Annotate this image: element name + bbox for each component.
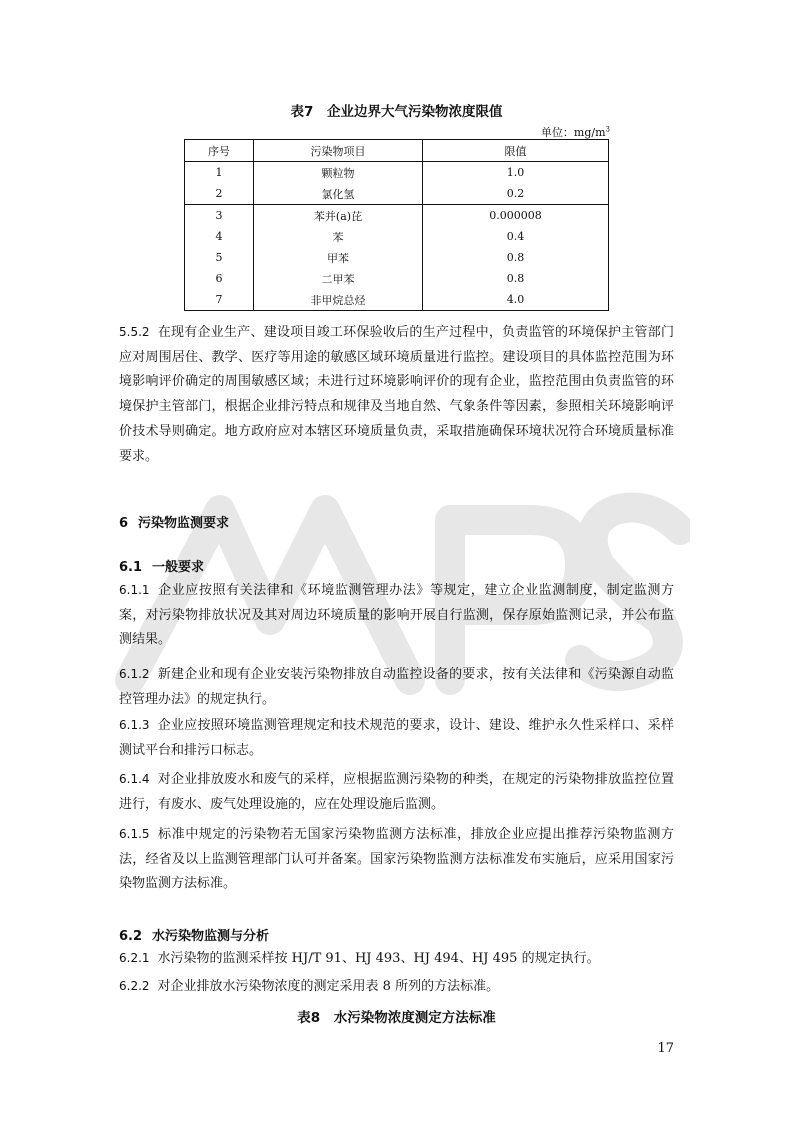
column-header-serial: 序号 bbox=[185, 140, 254, 162]
clause-number: 6.1.1 bbox=[119, 583, 150, 597]
cell-serial: 7 bbox=[185, 289, 254, 311]
clause-number: 6.2.2 bbox=[119, 979, 150, 993]
cell-serial: 5 bbox=[185, 247, 254, 268]
cell-limit: 1.0 bbox=[423, 162, 609, 184]
table7-title: 表7 企业边界大气污染物浓度限值 bbox=[290, 104, 503, 120]
cell-serial: 6 bbox=[185, 268, 254, 289]
paragraph-6-2-2 bbox=[119, 974, 674, 1000]
paragraph-6-1-3 bbox=[119, 713, 674, 763]
cell-pollutant: 氯化氢 bbox=[254, 183, 423, 205]
cell-serial: 4 bbox=[185, 226, 254, 247]
table-header-row bbox=[185, 140, 609, 162]
cell-pollutant: 苯 bbox=[254, 226, 423, 247]
cell-serial: 2 bbox=[185, 183, 254, 205]
cell-limit: 0.2 bbox=[423, 183, 609, 205]
table7-unit: 单位：$mg/m^3$ bbox=[540, 125, 610, 139]
clause-number: 6.1.2 bbox=[119, 667, 150, 681]
clause-text: 新建企业和现有企业安装污染物排放自动监控设备的要求，按有关法律和《污染源自动监控管理办法》的规定执行。 bbox=[119, 667, 674, 707]
cell-pollutant: 甲苯 bbox=[254, 247, 423, 268]
table-row bbox=[185, 162, 609, 184]
clause-number: 6.1.4 bbox=[119, 772, 150, 786]
cell-pollutant: 二甲苯 bbox=[254, 268, 423, 289]
paragraph-5-5-2 bbox=[119, 320, 674, 469]
table-row bbox=[185, 205, 609, 227]
cell-limit: 0.8 bbox=[423, 268, 609, 289]
cell-pollutant: 非甲烷总烃 bbox=[254, 289, 423, 311]
clause-number: 6.2.1 bbox=[119, 951, 150, 965]
paragraph-6-1-1 bbox=[119, 578, 674, 653]
clause-text: 标准中规定的污染物若无国家污染物监测方法标准，排放企业应提出推荐污染物监测方法，经省及以上监测管理部门认可并备案。国家污染物监测方法标准发布实施后，应采用国家污染物监测方法标准。 bbox=[119, 827, 674, 892]
clause-text: 对企业排放水污染物浓度的测定采用表 8 所列的方法标准。 bbox=[157, 979, 500, 994]
cell-limit: 4.0 bbox=[423, 289, 609, 311]
clause-text: 企业应按照有关法律和《环境监测管理办法》等规定，建立企业监测制度，制定监测方案，对污染物排放状况及其对周边环境质量的影响开展自行监测，保存原始监测记录，并公布监测结果。 bbox=[119, 583, 674, 648]
clause-text: 在现有企业生产、建设项目竣工环保验收后的生产过程中，负责监管的环境保护主管部门应对周围居住、教学、医疗等用途的敏感区域环境质量进行监控。建设项目的具体监控范围为环境影响评价确定的周围敏感区域；未进行过环境影响评价的现有企业，监控范围由负责监管的环境保护主管部门，根据企业排污特点和规律及当地自然、气象条件等因素，参照相关环境影响评价技术导则确定。地方政府应对本辖区环境质量负责，采取措施确保环境状况符合环境质量标准要求。 bbox=[119, 325, 674, 464]
paragraph-6-1-5 bbox=[119, 822, 674, 897]
table-row bbox=[185, 268, 609, 289]
paragraph-6-2-1 bbox=[119, 946, 674, 972]
clause-number: 6.1.5 bbox=[119, 827, 150, 841]
column-header-pollutant: 污染物项目 bbox=[254, 140, 423, 162]
cell-serial: 3 bbox=[185, 205, 254, 227]
page-number: 17 bbox=[657, 1041, 674, 1056]
clause-number: 6.1.3 bbox=[119, 718, 150, 732]
cell-serial: 1 bbox=[185, 162, 254, 184]
pollutant-limits-table bbox=[184, 139, 609, 311]
clause-text: 水污染物的监测采样按 HJ/T 91、HJ 493、HJ 494、HJ 495 的规定执行。 bbox=[157, 951, 600, 966]
cell-limit: 0.4 bbox=[423, 226, 609, 247]
cell-limit: 0.000008 bbox=[423, 205, 609, 227]
clause-text: 对企业排放废水和废气的采样，应根据监测污染物的种类，在规定的污染物排放监控位置进行，有废水、废气处理设施的，应在处理设施后监测。 bbox=[119, 772, 674, 812]
clause-text: 企业应按照环境监测管理规定和技术规范的要求，设计、建设、维护永久性采样口、采样测试平台和排污口标志。 bbox=[119, 718, 674, 758]
table-row bbox=[185, 289, 609, 311]
section-heading-6-2: 6.2 水污染物监测与分析 bbox=[119, 929, 270, 944]
cell-limit: 0.8 bbox=[423, 247, 609, 268]
table-row bbox=[185, 247, 609, 268]
clause-number: 5.5.2 bbox=[119, 325, 150, 339]
table8-title: 表8 水污染物浓度测定方法标准 bbox=[297, 1010, 496, 1026]
paragraph-6-1-4 bbox=[119, 767, 674, 817]
table-row bbox=[185, 183, 609, 205]
cell-pollutant: 颗粒物 bbox=[254, 162, 423, 184]
table-row bbox=[185, 226, 609, 247]
paragraph-6-1-2 bbox=[119, 662, 674, 712]
section-heading-6: 6 污染物监测要求 bbox=[119, 516, 230, 531]
column-header-limit: 限值 bbox=[423, 140, 609, 162]
cell-pollutant: 苯并(a)芘 bbox=[254, 205, 423, 227]
section-heading-6-1: 6.1 一般要求 bbox=[119, 560, 205, 575]
